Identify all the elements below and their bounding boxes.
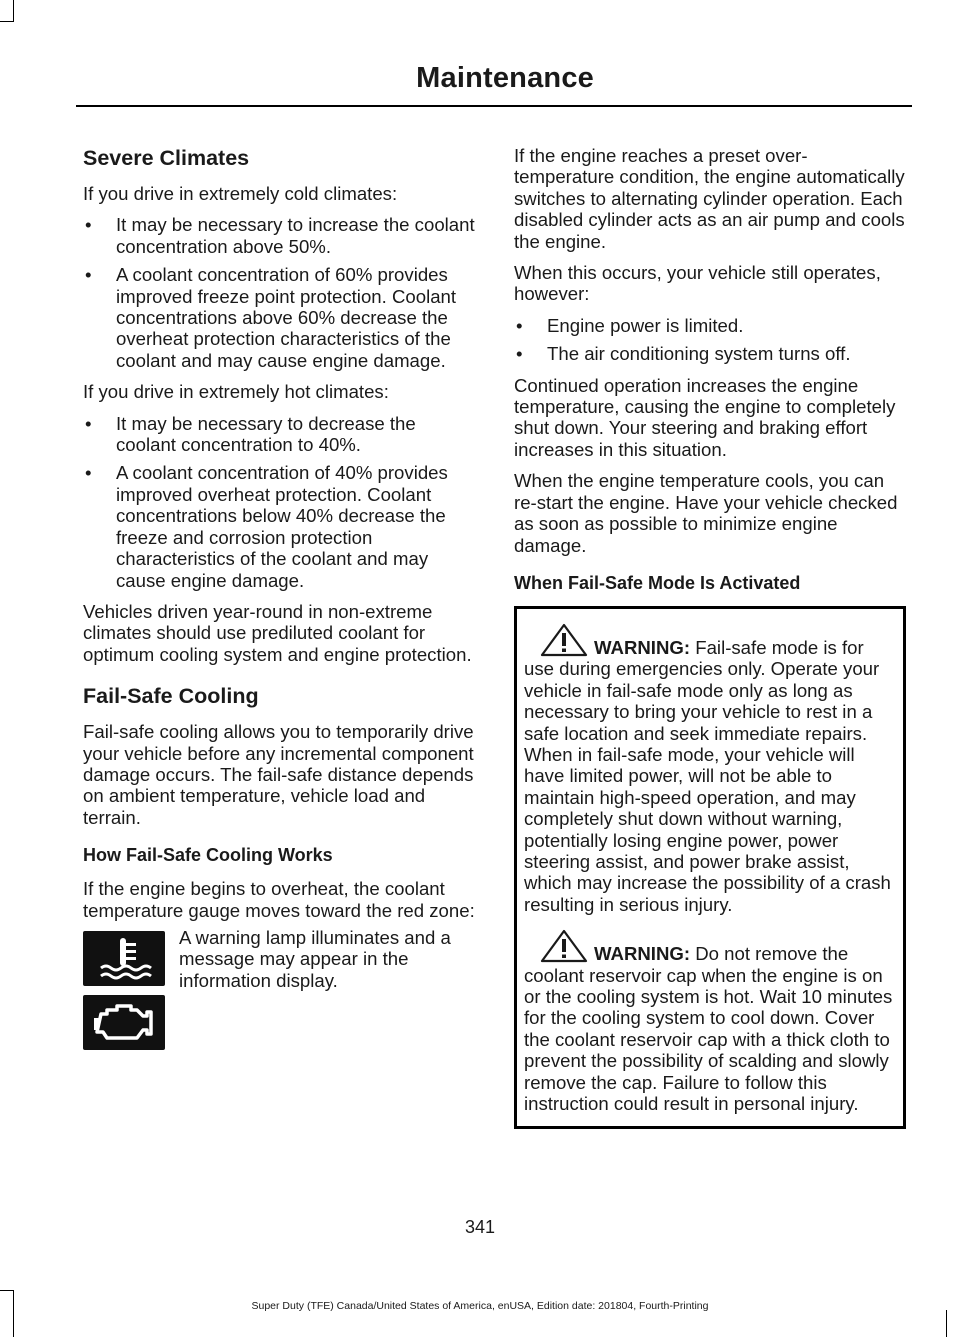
warning-triangle-icon: [540, 623, 588, 657]
page-title: Maintenance: [416, 62, 594, 94]
right-column: [514, 145, 906, 1129]
list-item: • Engine power is limited.: [516, 314, 744, 336]
warning-label: WARNING:: [594, 636, 691, 658]
fail-safe-cooling-heading: Fail-Safe Cooling: [83, 684, 259, 709]
warning-text: Fail-safe mode is for use during emergencies only. Operate your vehicle in fail-safe mode only as long as necessary to bring your vehicle to rest in a safe location and seek immediate repairs. When in fail-safe mode, your vehicle will have limited power, will not be able to maintain high-speed operation, and may completely shut down without warning, potentially losing engine power, power steering assist, and power brake assist, which may increase the possibility of a crash resulting in serious injury.: [524, 636, 891, 915]
left-column: [83, 145, 475, 1050]
year-round-paragraph: Vehicles driven year-round in non-extreme climates should use prediluted coolant for optimum cooling system and engine protection.: [83, 600, 472, 665]
when-occurs-paragraph: When this occurs, your vehicle still operates, however:: [514, 262, 881, 305]
how-fail-safe-works-paragraph: If the engine begins to overheat, the coolant temperature gauge moves toward the red zone:: [83, 878, 475, 921]
continued-operation-paragraph: Continued operation increases the engine temperature, causing the engine to completely shut down. Your steering and braking effort increases in this situation.: [514, 374, 896, 460]
warning-lamp-icons: [83, 931, 165, 1050]
crop-mark: [0, 21, 14, 22]
bullet: •: [85, 412, 92, 434]
crop-mark: [13, 0, 14, 22]
crop-mark: [946, 1310, 947, 1337]
how-fail-safe-works-heading: How Fail-Safe Cooling Works: [83, 845, 333, 866]
list-item: • The air conditioning system turns off.: [516, 343, 851, 365]
warning-reservoir-cap: [524, 929, 896, 1114]
coolant-temperature-icon: [83, 931, 165, 986]
fail-safe-cooling-paragraph: Fail-safe cooling allows you to temporarily drive your vehicle before any incremental component damage occurs. The fail-safe distance depends on ambient temperature, vehicle load and terrain.: [83, 721, 474, 828]
warning-fail-safe: [524, 623, 896, 915]
crop-mark: [13, 1290, 14, 1337]
list-item: • A coolant concentration of 60% provides improved freeze point protection. Coolant concentrations above 60% decrease the overheat protection characteristics of the coolant and may cause engine damage.: [85, 264, 457, 371]
list-item: • A coolant concentration of 40% provides improved overheat protection. Coolant concentrations below 40% decrease the freeze and corrosion protection characteristics of the coolant and may cause engine damage.: [85, 462, 448, 591]
bullet: •: [85, 462, 92, 484]
bullet: •: [516, 343, 523, 365]
warning-text: Do not remove the coolant reservoir cap when the engine is on or the cooling system is hot. Wait 10 minutes for the cooling system to cool down. Cover the coolant reservoir cap with a thick cloth to prevent the possibility of scalding and slowly remove the cap. Failure to follow this instruction could result in personal injury.: [524, 943, 893, 1115]
page-number: 341: [464, 1217, 496, 1237]
engine-cools-paragraph: When the engine temperature cools, you can re-start the engine. Have your vehicle checked as soon as possible to minimize engine damage.: [514, 470, 898, 556]
list-item: • It may be necessary to decrease the coolant concentration to 40%.: [85, 412, 416, 456]
when-occurs-list: [514, 315, 906, 365]
cold-climates-intro: If you drive in extremely cold climates:: [83, 183, 398, 204]
cold-climates-list: [83, 214, 475, 371]
warning-label: WARNING:: [594, 943, 691, 965]
hot-climates-intro: If you drive in extremely hot climates:: [83, 381, 389, 403]
warning-box: [514, 606, 906, 1130]
header-divider: [76, 105, 912, 107]
preset-temperature-paragraph: If the engine reaches a preset over-temperature condition, the engine automatically switches to alternating cylinder operation. Each disabled cylinder acts as an air pump and cools the engine.: [514, 145, 905, 252]
bullet: •: [516, 314, 523, 336]
list-item: • It may be necessary to increase the coolant concentration above 50%.: [85, 214, 475, 257]
hot-climates-list: [83, 413, 475, 591]
warning-lamp-description: A warning lamp illuminates and a message may appear in the information display.: [179, 926, 451, 991]
warning-triangle-icon: [540, 929, 588, 963]
footer-edition: Super Duty (TFE) Canada/United States of America, enUSA, Edition date: 201804, Fourth-Printing: [251, 1300, 709, 1312]
warning-lamp-row: [83, 926, 475, 1050]
bullet: •: [85, 264, 92, 286]
crop-mark: [0, 1290, 14, 1291]
fail-safe-activated-heading: When Fail-Safe Mode Is Activated: [514, 572, 801, 593]
bullet: •: [85, 214, 92, 236]
check-engine-icon: [83, 995, 165, 1050]
severe-climates-heading: Severe Climates: [83, 146, 250, 170]
